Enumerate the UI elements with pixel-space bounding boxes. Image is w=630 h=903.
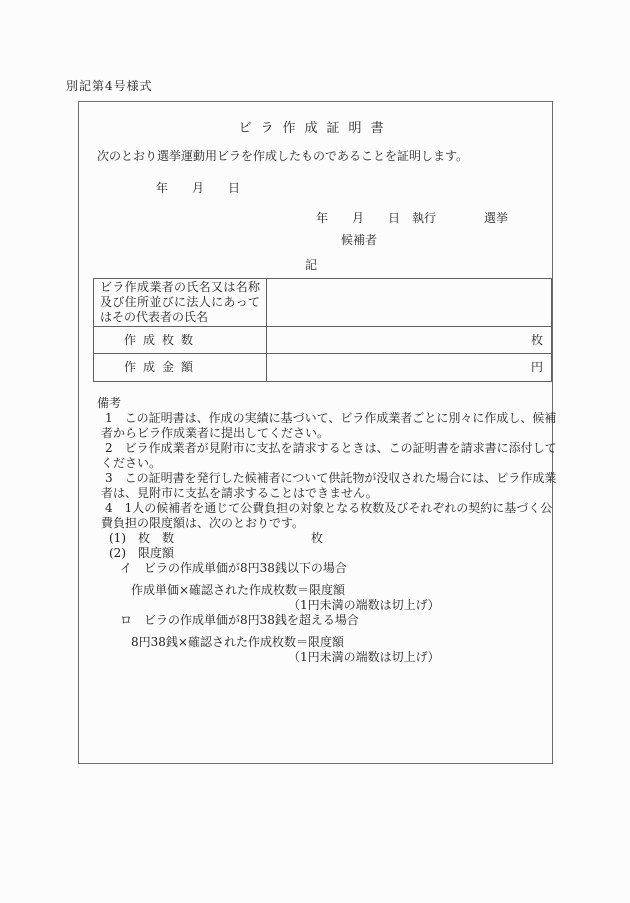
remark-line [79, 501, 552, 516]
record-mark: 記 [305, 258, 318, 272]
remark-line-text: 2 ビラ作成業者が見附市に支払を請求するときは、この証明書を請求書に添付して [105, 441, 557, 455]
certificate-title: ビラ作成証明書 [238, 121, 393, 136]
vendor-name-label: ビラ作成業者の氏名又は名称及び住所並びに法人にあってはその代表者の氏名 [94, 279, 267, 327]
remark-line [79, 516, 552, 531]
remark-line-text: 3 この証明書を発行した候補者について供託物が没収された場合には、ビラ作成業 [105, 471, 557, 485]
remark-line-text: イ ビラの作成単価が8円38銭以下の場合 [120, 561, 347, 575]
sheet-count-unit: 枚 [530, 332, 543, 347]
certificate-box [78, 101, 557, 764]
form-number-label: 別記第4号様式 [66, 79, 153, 93]
sheet-count-value-cell [267, 327, 552, 354]
remarks-section [79, 396, 557, 665]
remark-line-text: （1円未満の端数は切上げ） [288, 650, 440, 664]
remark-line-text: 費負担の限度額は、次のとおりです。 [101, 516, 305, 530]
remark-line-text: (1) 枚 数 [109, 531, 174, 545]
remark-line [79, 441, 557, 456]
remark-line [79, 650, 552, 665]
remark-line-text: ロ ビラの作成単価が8円38銭を超える場合 [120, 613, 359, 627]
remark-line [79, 561, 552, 576]
table-row-amount [94, 354, 552, 382]
remark-line-text: 1 この証明書は、作成の実績に基づいて、ビラ作成業者ごとに別々に作成し、候補 [105, 411, 557, 425]
remark-line [79, 471, 557, 486]
sheet-count-label: 作成枚数 [94, 327, 267, 354]
remark-line-text: 8円38銭×確認された作成枚数＝限度額 [131, 635, 344, 649]
remark-line [79, 613, 552, 628]
amount-value-cell [267, 354, 552, 382]
certificate-intro-sentence: 次のとおり選挙運動用ビラを作成したものであることを証明します。 [97, 149, 469, 163]
remark-line [79, 486, 552, 501]
remark-line [79, 411, 557, 426]
remark-line-text: （1円未満の端数は切上げ） [288, 598, 440, 612]
remark-line [79, 546, 552, 561]
table-row-vendor-name [94, 279, 552, 327]
remark-line [79, 456, 552, 471]
public-funding-sheet-unit: 枚 [311, 531, 324, 545]
remark-line [79, 426, 552, 441]
remark-line [79, 583, 552, 598]
election-date-line: 年 月 日 執行 選挙 [316, 211, 509, 225]
remark-line-text: 4 1人の候補者を通じて公費負担の対象となる枚数及びそれぞれの契約に基づく公 [105, 501, 553, 515]
remark-line-text: 作成単価×確認された作成枚数＝限度額 [131, 583, 346, 597]
amount-unit: 円 [530, 360, 543, 374]
table-row-sheet-count [94, 327, 552, 354]
vendor-name-value-cell [267, 279, 552, 327]
remark-line [79, 635, 552, 650]
certificate-table [93, 278, 552, 382]
remarks-lines [79, 411, 557, 665]
issue-date-line: 年 月 日 [156, 181, 241, 195]
remark-line-text: 者からビラ作成業者に提出してください。 [101, 426, 330, 440]
remark-line [79, 531, 552, 546]
amount-label: 作成金額 [94, 354, 267, 382]
remark-line [79, 598, 552, 613]
remark-line-text: (2) 限度額 [109, 546, 174, 560]
remarks-heading: 備考 [97, 396, 122, 410]
candidate-label: 候補者 [341, 233, 378, 247]
remark-line-text: ください。 [101, 456, 162, 470]
remark-line-text: 者は、見附市に支払を請求することはできません。 [101, 486, 378, 500]
